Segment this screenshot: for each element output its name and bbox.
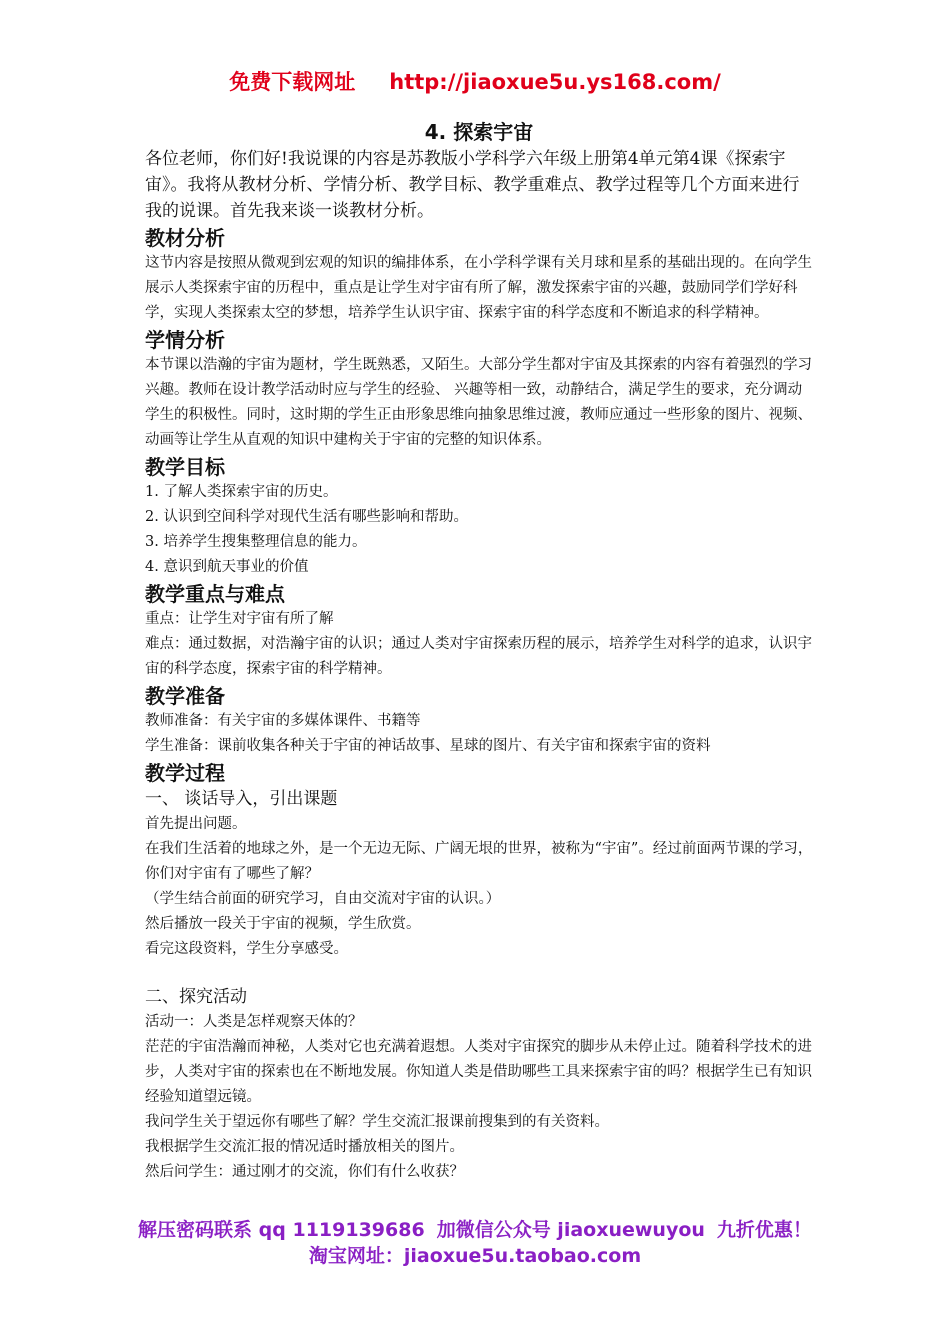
footer-qq-text: 解压密码联系 qq 1119139686 — [138, 1219, 425, 1241]
textbook-paragraph: 这节内容是按照从微观到宏观的知识的编排体系，在小学科学课有关月球和星系的基础出现的。在向学生展示人类探索宇宙的历程中，重点是让学生对宇宙有所了解，激发探索宇宙的兴趣，鼓励同学们学好科学，实现人类探索太空的梦想，培养学生认识宇宙、探索宇宙的科学态度和不断追求的科学精神。 — [145, 255, 812, 321]
process-line: 然后问学生：通过刚才的交流，你们有什么收获？ — [145, 1164, 464, 1180]
process-line: 我问学生关于望远你有哪些了解？学生交流汇报课前搜集到的有关资料。 — [145, 1114, 609, 1130]
goal-item: 1. 了解人类探索宇宙的历史。 — [145, 484, 338, 500]
section-heading-learners: 学情分析 — [145, 328, 225, 352]
process-line: 在我们生活着的地球之外，是一个无边无际、广阔无垠的世界，被称为“宇宙”。经过前面两节课的学习，你们对宇宙有了哪些了解？ — [145, 841, 813, 882]
goal-item: 2. 认识到空间科学对现代生活有哪些影响和帮助。 — [145, 509, 468, 525]
process-line: 首先提出问题。 — [145, 816, 247, 832]
blank-line — [145, 962, 813, 984]
footer-line-1 — [0, 1217, 950, 1243]
footer-wechat-text: 加微信公众号 jiaoxuewuyou — [436, 1219, 705, 1241]
goal-item: 3. 培养学生搜集整理信息的能力。 — [145, 534, 367, 550]
section-heading-textbook: 教材分析 — [145, 226, 225, 250]
process-part1-heading: 一、 谈话导入，引出课题 — [145, 789, 338, 809]
learners-paragraph: 本节课以浩瀚的宇宙为题材，学生既熟悉，又陌生。大部分学生都对宇宙及其探索的内容有着强烈的学习兴趣。教师在设计教学活动时应与学生的经验、 兴趣等相一致，动静结合，满足学生的要求，充分调动学生的积极性。同时，这时期的学生正由形象思维向抽象思维过渡，教师应通过一些形象的图片、视频、动画等让学生从直观的知识中建构关于宇宙的完整的知识体系。 — [145, 357, 812, 448]
goal-item: 4. 意识到航天事业的价值 — [145, 559, 309, 575]
process-line: 然后播放一段关于宇宙的视频，学生欣赏。 — [145, 916, 421, 932]
process-line: 我根据学生交流汇报的情况适时播放相关的图片。 — [145, 1139, 464, 1155]
process-line: （学生结合前面的研究学习，自由交流对宇宙的认识。） — [145, 891, 501, 907]
student-prep-line: 学生准备：课前收集各种关于宇宙的神话故事、星球的图片、有关宇宙和探索宇宙的资料 — [145, 738, 711, 754]
footer-banner — [0, 1217, 950, 1269]
download-url-link[interactable]: http://jiaoxue5u.ys168.com/ — [389, 70, 721, 94]
process-line: 看完这段资料，学生分享感受。 — [145, 941, 348, 957]
document-title: 4. 探索宇宙 — [424, 120, 534, 144]
section-heading-goals: 教学目标 — [145, 455, 225, 479]
document-body — [145, 118, 813, 1185]
teacher-prep-line: 教师准备：有关宇宙的多媒体课件、书籍等 — [145, 713, 421, 729]
process-line: 茫茫的宇宙浩瀚而神秘，人类对它也充满着遐想。人类对宇宙探究的脚步从未停止过。随着科学技术的进步，人类对宇宙的探索也在不断地发展。你知道人类是借助哪些工具来探索宇宙的吗？根据学生已有知识经验知道望远镜。 — [145, 1039, 812, 1105]
section-heading-preparation: 教学准备 — [145, 684, 225, 708]
download-banner — [0, 66, 950, 96]
footer-discount-text: 九折优惠！ — [716, 1219, 812, 1241]
process-line: 活动一：人类是怎样观察天体的？ — [145, 1014, 363, 1030]
focus-line: 重点：让学生对宇宙有所了解 — [145, 611, 334, 627]
download-label: 免费下载网址 — [229, 70, 356, 94]
process-part2-heading: 二、探究活动 — [145, 987, 247, 1007]
difficulty-paragraph: 难点：通过数据，对浩瀚宇宙的认识；通过人类对宇宙探索历程的展示，培养学生对科学的追求，认识宇宙的科学态度，探索宇宙的科学精神。 — [145, 636, 812, 677]
section-heading-keypoints: 教学重点与难点 — [145, 582, 285, 606]
section-heading-process: 教学过程 — [145, 761, 225, 785]
intro-paragraph: 各位老师，你们好!我说课的内容是苏教版小学科学六年级上册第4单元第4课《探索宇宙》。我将从教材分析、学情分析、教学目标、教学重难点、教学过程等几个方面来进行我的说课。首先我来谈一谈教材分析。 — [145, 149, 800, 221]
footer-taobao-link[interactable]: 淘宝网址：jiaoxue5u.taobao.com — [308, 1245, 642, 1267]
